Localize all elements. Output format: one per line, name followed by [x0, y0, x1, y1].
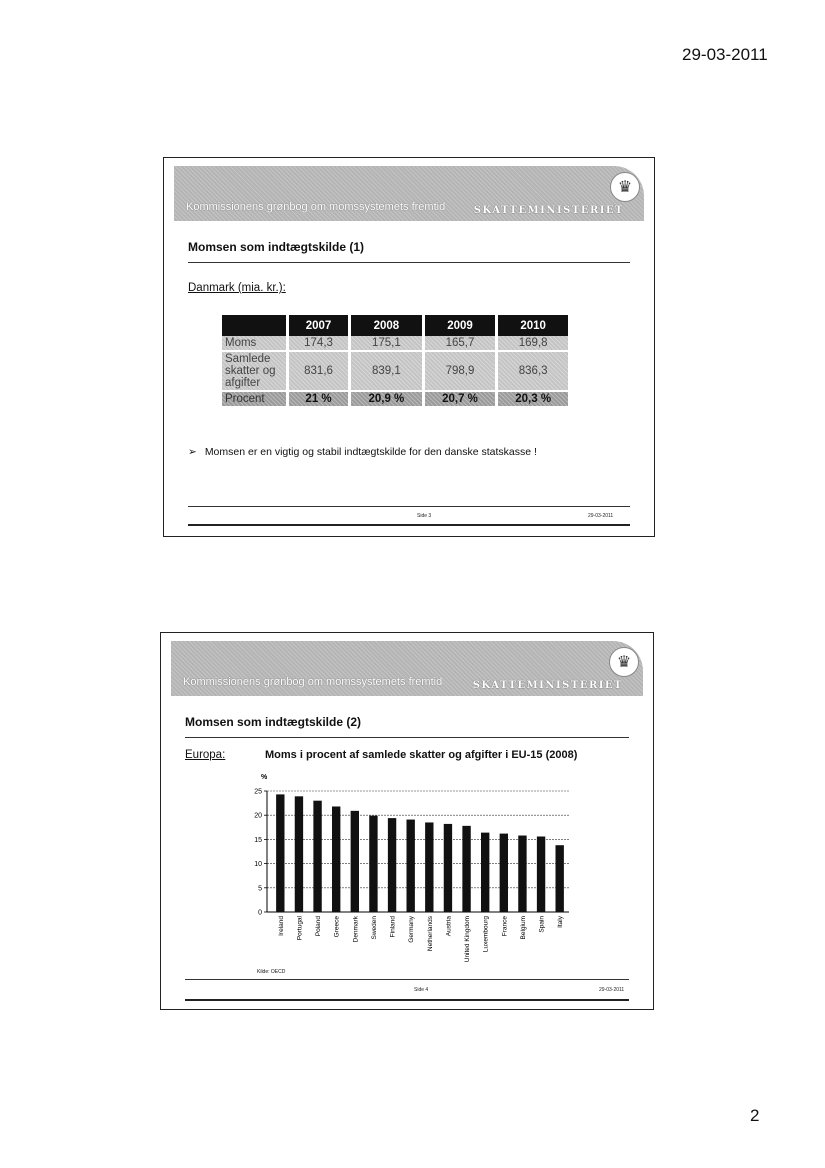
- bar: [295, 796, 303, 912]
- table-header: 2007: [288, 315, 350, 336]
- bullet-text: Momsen er en vigtig og stabil indtægtskilde for den danske statskasse !: [204, 446, 537, 458]
- chart-source: Kilde: OECD: [257, 969, 286, 975]
- bar: [462, 826, 470, 912]
- table-cell: 174,3: [288, 336, 350, 351]
- footer-rule: [188, 506, 630, 507]
- x-tick-label: Poland: [315, 916, 323, 937]
- vat-bar-chart: [161, 633, 653, 1009]
- page-number: 2: [750, 1106, 760, 1125]
- table-header: 2009: [423, 315, 497, 336]
- bar: [406, 820, 414, 912]
- vat-table: [222, 315, 568, 408]
- x-tick-label: France: [501, 916, 509, 937]
- x-tick-label: Portugal: [296, 916, 304, 941]
- x-tick-label: Sweden: [370, 916, 378, 940]
- bar: [537, 836, 545, 912]
- arrow-bullet-icon: ➢: [188, 446, 197, 458]
- table-header: 2010: [497, 315, 568, 336]
- slide-1: [163, 157, 655, 537]
- x-tick-label: Netherlands: [426, 916, 434, 952]
- bar: [369, 816, 377, 912]
- y-tick-label: 0: [258, 909, 262, 917]
- x-tick-label: Italy: [557, 916, 565, 928]
- bar: [481, 833, 489, 912]
- x-tick-label: Austria: [445, 916, 453, 937]
- x-tick-label: Luxembourg: [482, 916, 490, 953]
- x-tick-label: Belgium: [519, 916, 527, 940]
- bar: [276, 794, 284, 912]
- y-tick-label: 15: [254, 836, 262, 844]
- bullet-point: [188, 446, 537, 458]
- table-row: [222, 391, 568, 407]
- footer-page: Side 3: [417, 513, 432, 519]
- divider: [188, 262, 630, 263]
- table-header: 2008: [350, 315, 424, 336]
- bar: [388, 818, 396, 912]
- slide-banner: [174, 166, 644, 221]
- chart-title: Moms i procent af samlede skatter og afgifter i EU-15 (2008): [265, 749, 578, 761]
- table-cell: 836,3: [497, 351, 568, 391]
- table-subhead: Danmark (mia. kr.):: [188, 282, 286, 294]
- x-tick-label: Finland: [389, 916, 397, 938]
- bar: [313, 801, 321, 912]
- footer-date: 29-03-2011: [599, 987, 625, 993]
- table-row: [222, 351, 568, 391]
- slide-title: Momsen som indtægtskilde (1): [188, 240, 365, 254]
- slide-title: Momsen som indtægtskilde (2): [185, 715, 362, 729]
- x-tick-label: Ireland: [277, 916, 285, 936]
- y-tick-label: 10: [254, 861, 262, 869]
- x-tick-label: Greece: [333, 916, 341, 938]
- ministry-name: SKATTEMINISTERIET: [472, 680, 623, 691]
- table-cell: 798,9: [423, 351, 497, 391]
- table-cell: 165,7: [423, 336, 497, 351]
- table-cell: 20,7 %: [423, 391, 497, 407]
- crown-icon: ♛: [610, 172, 640, 202]
- table-header: [222, 315, 288, 336]
- table-cell: 175,1: [350, 336, 424, 351]
- footer-rule-thick: [185, 999, 629, 1001]
- banner-text: Kommissionens grønbog om momssystemets fremtid: [186, 201, 446, 213]
- table-cell: 831,6: [288, 351, 350, 391]
- table-header-row: [222, 315, 568, 336]
- row-label: Moms: [222, 336, 288, 351]
- bar: [500, 834, 508, 912]
- x-tick-label: Germany: [408, 916, 416, 943]
- x-tick-label: Spain: [538, 916, 546, 933]
- bar: [555, 845, 563, 912]
- y-axis-label: %: [261, 774, 268, 781]
- crown-icon: ♛: [609, 647, 639, 677]
- banner-text: Kommissionens grønbog om momssystemets fremtid: [183, 676, 443, 688]
- y-tick-label: 20: [254, 812, 262, 820]
- table-cell: 20,9 %: [350, 391, 424, 407]
- footer-page: Side 4: [414, 987, 429, 993]
- table-cell: 20,3 %: [497, 391, 568, 407]
- x-tick-label: Denmark: [352, 916, 360, 943]
- footer-rule-thick: [188, 524, 630, 526]
- y-tick-label: 5: [258, 885, 262, 893]
- bar: [518, 836, 526, 912]
- slide-2: [160, 632, 654, 1010]
- page-date: 29-03-2011: [682, 45, 768, 64]
- x-tick-label: United Kingdom: [464, 916, 472, 963]
- bar: [444, 824, 452, 912]
- bar: [425, 822, 433, 912]
- chart-subhead: Europa:: [185, 749, 226, 761]
- table-row: [222, 336, 568, 351]
- footer-rule: [185, 979, 629, 980]
- y-tick-label: 25: [254, 788, 262, 796]
- bar: [351, 811, 359, 912]
- table-cell: 839,1: [350, 351, 424, 391]
- table-cell: 169,8: [497, 336, 568, 351]
- bar: [332, 806, 340, 912]
- table-cell: 21 %: [288, 391, 350, 407]
- ministry-name: SKATTEMINISTERIET: [473, 205, 624, 216]
- footer-date: 29-03-2011: [588, 513, 614, 519]
- row-label: Procent: [222, 391, 288, 407]
- row-label: Samlede skatter og afgifter: [222, 351, 288, 391]
